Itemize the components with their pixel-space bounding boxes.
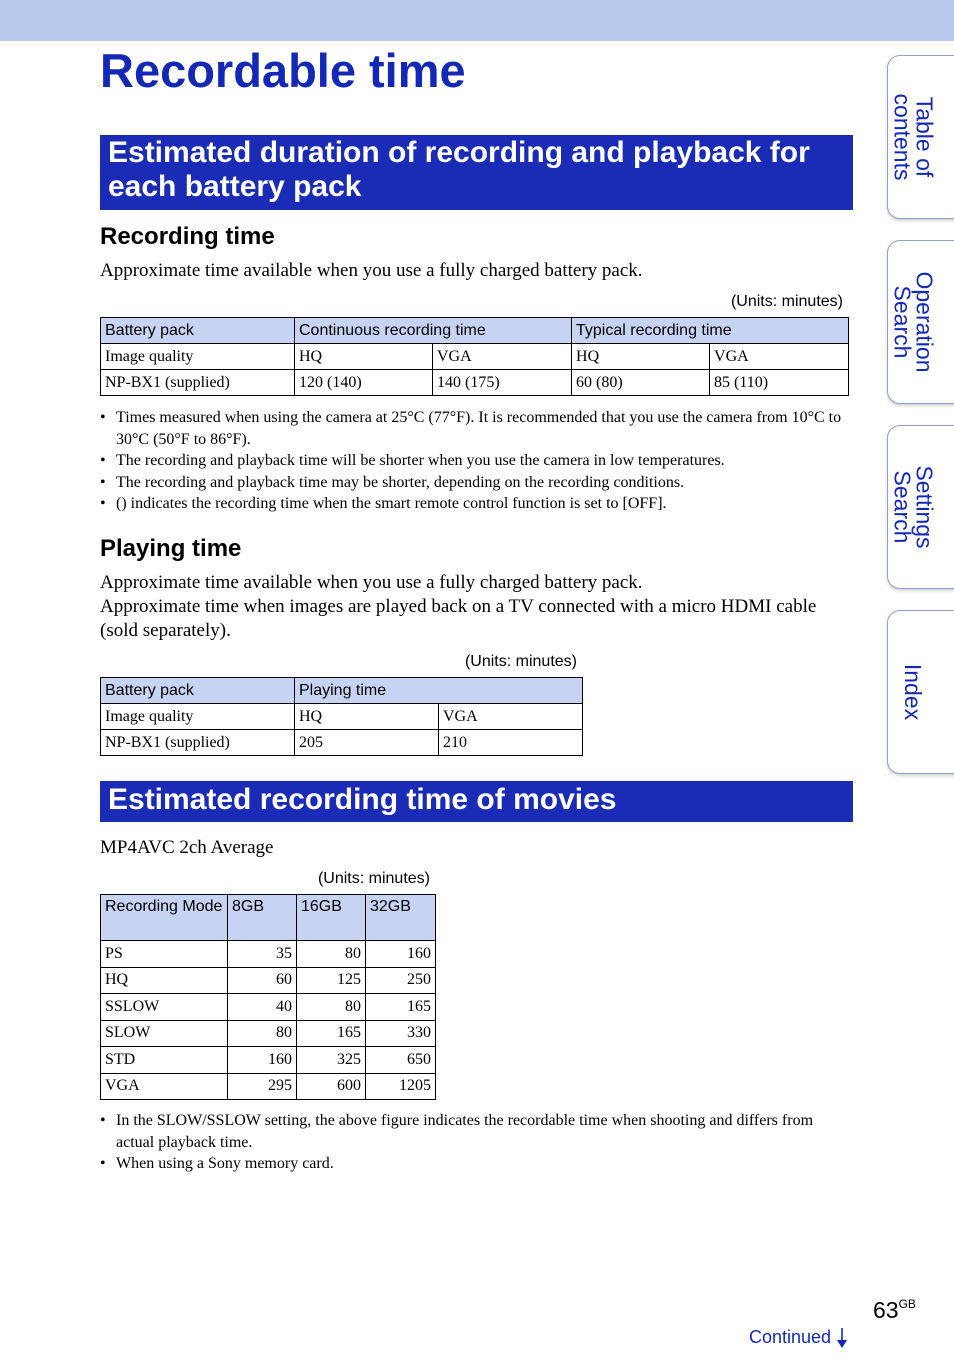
recording-time-heading: Recording time: [100, 223, 275, 250]
table-cell: 60 (80): [572, 370, 710, 396]
table-cell: 80: [297, 941, 366, 968]
note-item: • The recording and playback time may be shorter, depending on the recording conditions.: [100, 472, 852, 494]
table-cell: HQ: [101, 967, 228, 994]
header-cell: Playing time: [295, 678, 583, 704]
table-cell: 330: [366, 1020, 436, 1047]
tab-index[interactable]: [887, 610, 954, 774]
table-cell: NP-BX1 (supplied): [101, 370, 295, 396]
header-cell: Recording Mode: [101, 895, 228, 941]
header-cell: 8GB: [228, 895, 297, 941]
table-cell: 85 (110): [710, 370, 849, 396]
table-row: [101, 370, 849, 396]
table-cell: VGA: [439, 704, 583, 730]
table-row: [101, 344, 849, 370]
note-item: • () indicates the recording time when the smart remote control function is set to [OFF].: [100, 493, 852, 515]
table-cell: HQ: [295, 704, 439, 730]
recording-notes: [100, 407, 852, 515]
tab-label: Operation Search: [889, 271, 938, 373]
tab-label: Settings Search: [889, 465, 938, 549]
playing-time-intro: Approximate time available when you use a fully charged battery pack.: [100, 572, 643, 593]
recording-time-intro: Approximate time available when you use a fully charged battery pack.: [100, 260, 643, 281]
table-cell: HQ: [295, 344, 433, 370]
table-cell: 120 (140): [295, 370, 433, 396]
playing-time-hdmi-note: Approximate time when images are played back on a TV connected with a micro HDMI cable (sold separately).: [100, 596, 817, 641]
playing-units: (Units: minutes): [464, 653, 577, 670]
table-cell: STD: [101, 1047, 228, 1074]
note-item: • Times measured when using the camera at 25°C (77°F). It is recommended that you use the camera from 10°C to 30°C (50°F to 86°F).: [100, 407, 852, 450]
table-cell: VGA: [710, 344, 849, 370]
note-item: • In the SLOW/SSLOW setting, the above figure indicates the recordable time when shooting and differs from actual playback time.: [100, 1110, 852, 1153]
table-cell: SLOW: [101, 1020, 228, 1047]
page-title: Recordable time: [100, 44, 466, 97]
movie-units: (Units: minutes): [317, 870, 430, 887]
table-cell: VGA: [433, 344, 572, 370]
header-cell: Typical recording time: [572, 318, 849, 344]
table-cell: 35: [228, 941, 297, 968]
table-cell: 650: [366, 1047, 436, 1074]
recording-units: (Units: minutes): [730, 293, 843, 310]
tab-label: Index: [900, 663, 927, 721]
header-cell: 16GB: [297, 895, 366, 941]
tab-table-of-contents[interactable]: [887, 55, 954, 219]
tab-settings-search[interactable]: [887, 425, 954, 589]
table-row: [101, 941, 436, 968]
section-heading-movies: Estimated recording time of movies: [100, 781, 853, 822]
tab-operation-search[interactable]: [887, 240, 954, 404]
header-cell: Continuous recording time: [295, 318, 572, 344]
table-row: [101, 1047, 436, 1074]
recording-time-table: [100, 317, 849, 396]
tab-label: Table of contents: [888, 93, 937, 181]
header-band: [0, 0, 954, 41]
page-number: [873, 1290, 916, 1324]
playing-time-heading: Playing time: [100, 535, 242, 562]
table-cell: VGA: [101, 1073, 228, 1100]
table-cell: 250: [366, 967, 436, 994]
header-cell: Battery pack: [101, 318, 295, 344]
page-number-value: 63: [873, 1297, 899, 1323]
table-row: [101, 1073, 436, 1100]
table-cell: 80: [228, 1020, 297, 1047]
table-cell: 210: [439, 730, 583, 756]
continued-link[interactable]: [749, 1325, 848, 1349]
table-cell: 1205: [366, 1073, 436, 1100]
table-cell: PS: [101, 941, 228, 968]
table-cell: 40: [228, 994, 297, 1021]
continued-label: Continued: [749, 1327, 832, 1347]
playing-time-table: [100, 677, 583, 756]
arrow-down-icon: [836, 1325, 848, 1349]
note-item: • The recording and playback time will be shorter when you use the camera in low temperatures.: [100, 450, 852, 472]
table-row: [101, 1020, 436, 1047]
table-cell: Image quality: [101, 704, 295, 730]
movie-recording-table: [100, 894, 436, 1100]
table-cell: 205: [295, 730, 439, 756]
section-heading-battery: Estimated duration of recording and playback for each battery pack: [100, 135, 853, 210]
table-cell: 165: [366, 994, 436, 1021]
table-cell: 600: [297, 1073, 366, 1100]
table-cell: Image quality: [101, 344, 295, 370]
table-row: [101, 994, 436, 1021]
header-cell: 32GB: [366, 895, 436, 941]
page-number-suffix: GB: [898, 1297, 916, 1311]
table-cell: 325: [297, 1047, 366, 1074]
table-cell: SSLOW: [101, 994, 228, 1021]
table-cell: 80: [297, 994, 366, 1021]
table-cell: 165: [297, 1020, 366, 1047]
table-row: [101, 704, 583, 730]
table-row: [101, 967, 436, 994]
movie-format-label: MP4AVC 2ch Average: [100, 837, 274, 858]
table-cell: 160: [228, 1047, 297, 1074]
table-cell: 60: [228, 967, 297, 994]
table-cell: 160: [366, 941, 436, 968]
note-item: • When using a Sony memory card.: [100, 1153, 852, 1175]
table-cell: NP-BX1 (supplied): [101, 730, 295, 756]
header-cell: Battery pack: [101, 678, 295, 704]
movie-notes: [100, 1110, 852, 1175]
table-cell: HQ: [572, 344, 710, 370]
table-cell: 140 (175): [433, 370, 572, 396]
table-cell: 125: [297, 967, 366, 994]
table-cell: 295: [228, 1073, 297, 1100]
table-row: [101, 730, 583, 756]
